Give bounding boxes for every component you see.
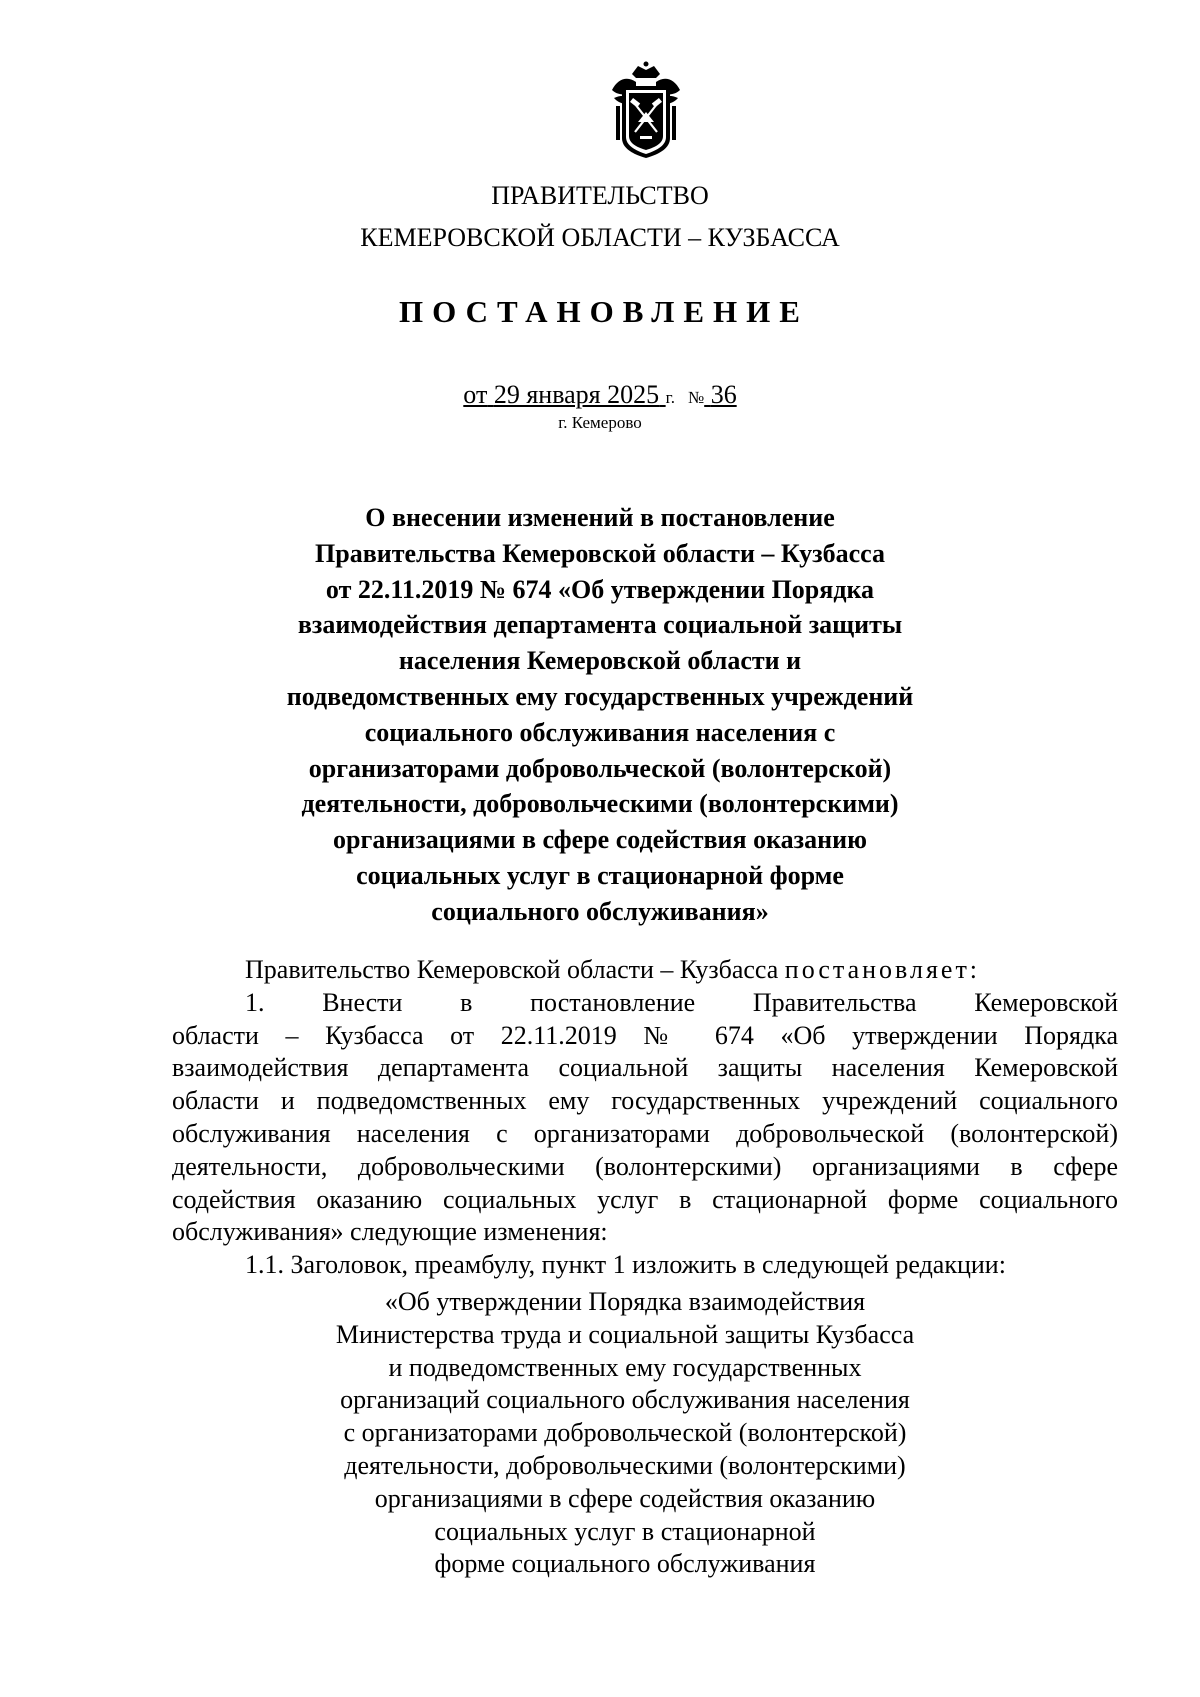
quoted-title-line: «Об утверждении Порядка взаимодействия bbox=[384, 1287, 866, 1316]
quoted-title-line: форме социального обслуживания bbox=[434, 1549, 816, 1579]
item1-line: области – Кузбасса от 22.11.2019 № 674 «Об утверждении Порядка bbox=[172, 1020, 1118, 1050]
date-line bbox=[0, 380, 1200, 413]
item1-line: содействия оказанию социальных услуг в стационарной форме социального bbox=[172, 1184, 1118, 1214]
date-prefix: от bbox=[463, 380, 488, 409]
item1-line: деятельности, добровольческими (волонтерскими) организациями в сфере bbox=[172, 1151, 1118, 1181]
title-line: взаимодействия департамента социальной защиты bbox=[297, 610, 903, 640]
date-field bbox=[463, 380, 665, 409]
title-line: организациями в сфере содействия оказанию bbox=[333, 825, 867, 855]
quoted-title-line: социальных услуг в стационарной bbox=[434, 1516, 816, 1546]
date-value: 29 января 2025 bbox=[493, 380, 660, 409]
quoted-title bbox=[300, 1286, 950, 1581]
year-suffix: г. bbox=[665, 388, 675, 407]
quoted-title-line: организациями в сфере содействия оказанию bbox=[374, 1483, 876, 1513]
government-name-line2: КЕМЕРОВСКОЙ ОБЛАСТИ – КУЗБАССА bbox=[360, 223, 840, 252]
number-prefix: № bbox=[687, 388, 705, 407]
title-line: социального обслуживания» bbox=[431, 896, 769, 926]
title-line: социальных услуг в стационарной форме bbox=[356, 860, 844, 890]
city: г. Кемерово bbox=[558, 413, 642, 432]
item1-line: обслуживания» следующие изменения: bbox=[172, 1217, 608, 1247]
item1-1: 1.1. Заголовок, преамбулу, пункт 1 изложить в следующей редакции: bbox=[245, 1250, 1006, 1280]
preamble bbox=[172, 954, 1118, 987]
document-number-value: 36 bbox=[710, 380, 737, 409]
quoted-title-line: Министерства труда и социальной защиты Кузбасса bbox=[335, 1319, 915, 1349]
document-number bbox=[704, 380, 737, 409]
document-type: ПОСТАНОВЛЕНИЕ bbox=[399, 294, 809, 329]
document-body bbox=[172, 954, 1118, 1282]
preamble-verb: постановляет: bbox=[784, 955, 981, 984]
document-title bbox=[250, 500, 950, 930]
title-line: организаторами добровольческой (волонтерской) bbox=[308, 753, 892, 783]
item1-line: области и подведомственных ему государственных учреждений социального bbox=[172, 1086, 1118, 1116]
item1-line: 1. Внести в постановление Правительства Кемеровской bbox=[245, 987, 1118, 1017]
item1-line: взаимодействия департамента социальной защиты населения Кемеровской bbox=[172, 1053, 1118, 1083]
quoted-title-line: деятельности, добровольческими (волонтерскими) bbox=[344, 1450, 906, 1480]
title-line: населения Кемеровской области и bbox=[398, 646, 802, 676]
quoted-title-line: с организаторами добровольческой (волонтерской) bbox=[343, 1418, 907, 1448]
government-name-line1: ПРАВИТЕЛЬСТВО bbox=[491, 181, 709, 210]
title-line: Правительства Кемеровской области – Кузбасса bbox=[315, 538, 885, 568]
title-line: социального обслуживания населения с bbox=[364, 717, 836, 747]
coat-of-arms-icon bbox=[604, 60, 688, 160]
quoted-title-line: и подведомственных ему государственных bbox=[388, 1352, 862, 1382]
title-line: подведомственных ему государственных учреждений bbox=[286, 681, 914, 711]
quoted-title-line: организаций социального обслуживания населения bbox=[340, 1385, 910, 1415]
item1-line: обслуживания населения с организаторами добровольческой (волонтерской) bbox=[172, 1118, 1118, 1148]
title-line: от 22.11.2019 № 674 «Об утверждении Порядка bbox=[325, 574, 875, 604]
title-line: О внесении изменений в постановление bbox=[365, 503, 835, 532]
preamble-subject: Правительство Кемеровской области – Кузбасса bbox=[245, 955, 779, 984]
title-line: деятельности, добровольческими (волонтерскими) bbox=[301, 789, 899, 819]
